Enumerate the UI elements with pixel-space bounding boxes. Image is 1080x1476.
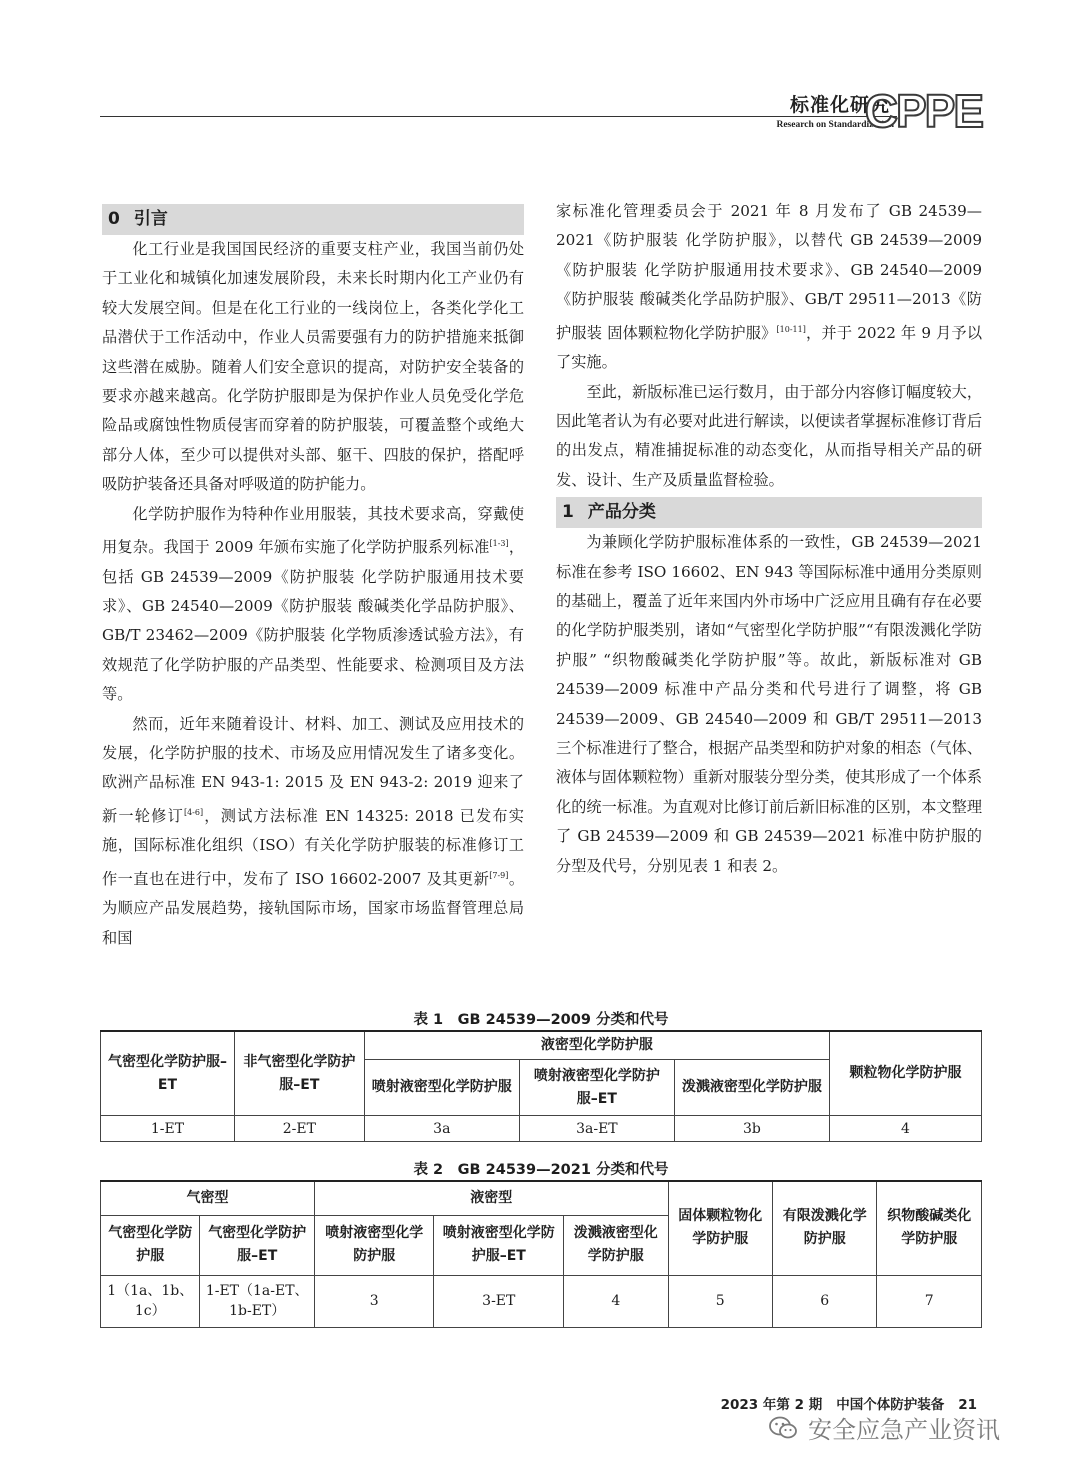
- table2-header: 喷射液密型化学防护服: [314, 1215, 434, 1275]
- paragraph-text: 然而，近年来随着设计、材料、加工、测试及应用技术的发展，化学防护服的技术、市场及应用情况发生了诸多变化。欧洲产品标准 EN 943-1: 2015 及 EN 943-2: 2019 迎来了新一轮修订: [102, 714, 524, 825]
- table2-header: 泼溅液密型化学防护服: [564, 1215, 668, 1275]
- table1-cell: 3b: [674, 1116, 829, 1142]
- paragraph-text: ，测试方法标准 EN 14325: 2018 已发布实施，国际标准化组织（ISO）有关化学防护服装的标准修订工作一直也在进行中，发布了 ISO 16602-2007 及其更新: [102, 806, 524, 888]
- table1-header: 颗粒物化学防护服: [829, 1031, 981, 1116]
- citation: [7-9]: [489, 870, 509, 880]
- section-title: 产品分类: [587, 502, 656, 523]
- wechat-icon: [768, 1415, 798, 1441]
- watermark: [768, 1410, 1000, 1445]
- column-subtitle: Research on Standardization: [776, 120, 894, 130]
- table2-header: 织物酸碱类化学防护服: [877, 1181, 982, 1275]
- section-number: 0: [108, 209, 120, 229]
- left-column: [102, 198, 524, 953]
- table1-cell: 3a: [364, 1116, 519, 1142]
- paragraph: [102, 500, 524, 710]
- table2-header: 固体颗粒物化学防护服: [668, 1181, 772, 1275]
- citation: [1-3]: [489, 539, 509, 549]
- paragraph: [102, 710, 524, 953]
- table1-header: 气密型化学防护服–ET: [101, 1031, 235, 1116]
- paragraph-text: ，并于 2022 年 9 月予以了实施。: [556, 323, 983, 372]
- table2-cell: 1（1a、1b、1c）: [101, 1275, 200, 1327]
- paragraph: 至此，新版标准已运行数月，由于部分内容修订幅度较大，因此笔者认为有必要对此进行解读，以便读者掌握标准修订背后的出发点，精准捕捉标准的动态变化，从而指导相关产品的研发、设计、生产及质量监督检验。: [556, 382, 982, 489]
- section-title: 引言: [133, 209, 168, 229]
- page-header: [100, 85, 982, 140]
- table2-header: 有限泼溅化学防护服: [773, 1181, 877, 1275]
- journal-name: 中国个体防护装备: [836, 1397, 945, 1413]
- table2-header: 气密型: [101, 1181, 315, 1215]
- table2: [100, 1180, 982, 1328]
- table2-header: 喷射液密型化学防护服–ET: [434, 1215, 564, 1275]
- paragraph: 为兼顾化学防护服标准体系的一致性，GB 24539—2021 标准在参考 ISO 16602、EN 943 等国际标准中通用分类原则的基础上，覆盖了近年来国内外市场中广泛应用且确有存在必要的化学防护服类别，诸如“气密型化学防护服”“有限泼溅化学防护服” “织物酸碱类化学防护服”等。故此，新版标准对 GB 24539—2009 标准中产品分类和代号进行了调整，将 GB 24539—2009、GB 24540—2009 和 GB/T 29511—2013 三个标准进行了整合，根据产品类型和防护对象的相态（气体、液体与固体颗粒物）重新对服装分型分类，使其形成了一个体系化的统一标准。为直观对比修订前后新旧标准的区别，本文整理了 GB 24539—2009 和 GB 24539—2021 标准中防护服的分型及代号，分别见表 1 和表 2。: [556, 533, 982, 875]
- page-number: 21: [958, 1397, 977, 1413]
- table1-header: 泼溅液密型化学防护服: [674, 1060, 829, 1116]
- issue-label: 2023 年第 2 期: [720, 1397, 823, 1413]
- paragraph-text: 。为顺应产品发展趋势，接轨国际市场，国家市场监督管理总局和国: [102, 869, 525, 947]
- journal-logo: CPPE: [864, 85, 982, 137]
- section-heading-classification: [556, 497, 982, 528]
- table2-cell: 1-ET（1a-ET、1b-ET）: [200, 1275, 315, 1327]
- table1-header: 液密型化学防护服: [364, 1031, 829, 1060]
- header-rule: [100, 116, 897, 117]
- table2-caption: 表 2 GB 24539—2021 分类和代号: [413, 1162, 669, 1178]
- table2-header: 气密型化学防护服–ET: [200, 1215, 315, 1275]
- right-column: [556, 197, 982, 881]
- citation: [10-11]: [776, 324, 806, 334]
- table2-cell: 5: [668, 1275, 772, 1327]
- table2-cell: 3-ET: [434, 1275, 564, 1327]
- table2-cell: 4: [564, 1275, 668, 1327]
- table1-cell: 2-ET: [234, 1116, 364, 1142]
- table1-cell: 1-ET: [101, 1116, 235, 1142]
- table2-header: 液密型: [314, 1181, 668, 1215]
- table1-header: 非气密型化学防护服–ET: [234, 1031, 364, 1116]
- table1: [100, 1030, 982, 1142]
- table1-cell: 4: [829, 1116, 981, 1142]
- section-heading-intro: [102, 204, 524, 235]
- table2-cell: 3: [314, 1275, 434, 1327]
- paragraph: [556, 197, 982, 378]
- paragraph-text: 化学防护服作为特种作业用服装，其技术要求高，穿戴使用复杂。我国于 2009 年颁布实施了化学防护服系列标准: [102, 504, 524, 557]
- table1-header: 喷射液密型化学防护服–ET: [519, 1060, 674, 1116]
- paragraph-text: ，包括 GB 24539—2009《防护服装 化学防护服通用技术要求》、GB 24540—2009《防护服装 酸碱类化学品防护服》、GB/T 23462—2009《防护服装 化学物质渗透试验方法》，有效规范了化学防护服的产品类型、性能要求、检测项目及方法等。: [102, 538, 525, 704]
- paragraph-text: 家标准化管理委员会于 2021 年 8 月发布了 GB 24539—2021《防护服装 化学防护服》，以替代 GB 24539—2009《防护服装 化学防护服通用技术要求》、GB 24540—2009《防护服装 酸碱类化学品防护服》、GB/T 29511—2013《防护服装 固体颗粒物化学防护服》: [556, 202, 982, 342]
- table2-cell: 7: [877, 1275, 982, 1327]
- table1-caption: 表 1 GB 24539—2009 分类和代号: [413, 1012, 669, 1028]
- table1-cell: 3a-ET: [519, 1116, 674, 1142]
- table2-header: 气密型化学防护服: [101, 1215, 200, 1275]
- table1-header: 喷射液密型化学防护服: [364, 1060, 519, 1116]
- watermark-text: 安全应急产业资讯: [808, 1416, 1000, 1444]
- table2-cell: 6: [773, 1275, 877, 1327]
- column-title: 标准化研究: [789, 94, 890, 116]
- citation: [4-6]: [183, 807, 204, 817]
- section-number: 1: [562, 502, 574, 523]
- paragraph: 化工行业是我国国民经济的重要支柱产业，我国当前仍处于工业化和城镇化加速发展阶段，未来长时期内化工产业仍有较大发展空间。但是在化工行业的一线岗位上，各类化学化工品潜伏于工作活动中，作业人员需要强有力的防护措施来抵御这些潜在威胁。随着人们安全意识的提高，对防护安全装备的要求亦越来越高。化学防护服即是为保护作业人员免受化学危险品或腐蚀性物质侵害而穿着的防护服装，可覆盖整个或绝大部分人体，至少可以提供对头部、躯干、四肢的保护，搭配呼吸防护装备还具备对呼吸道的防护能力。: [102, 240, 524, 494]
